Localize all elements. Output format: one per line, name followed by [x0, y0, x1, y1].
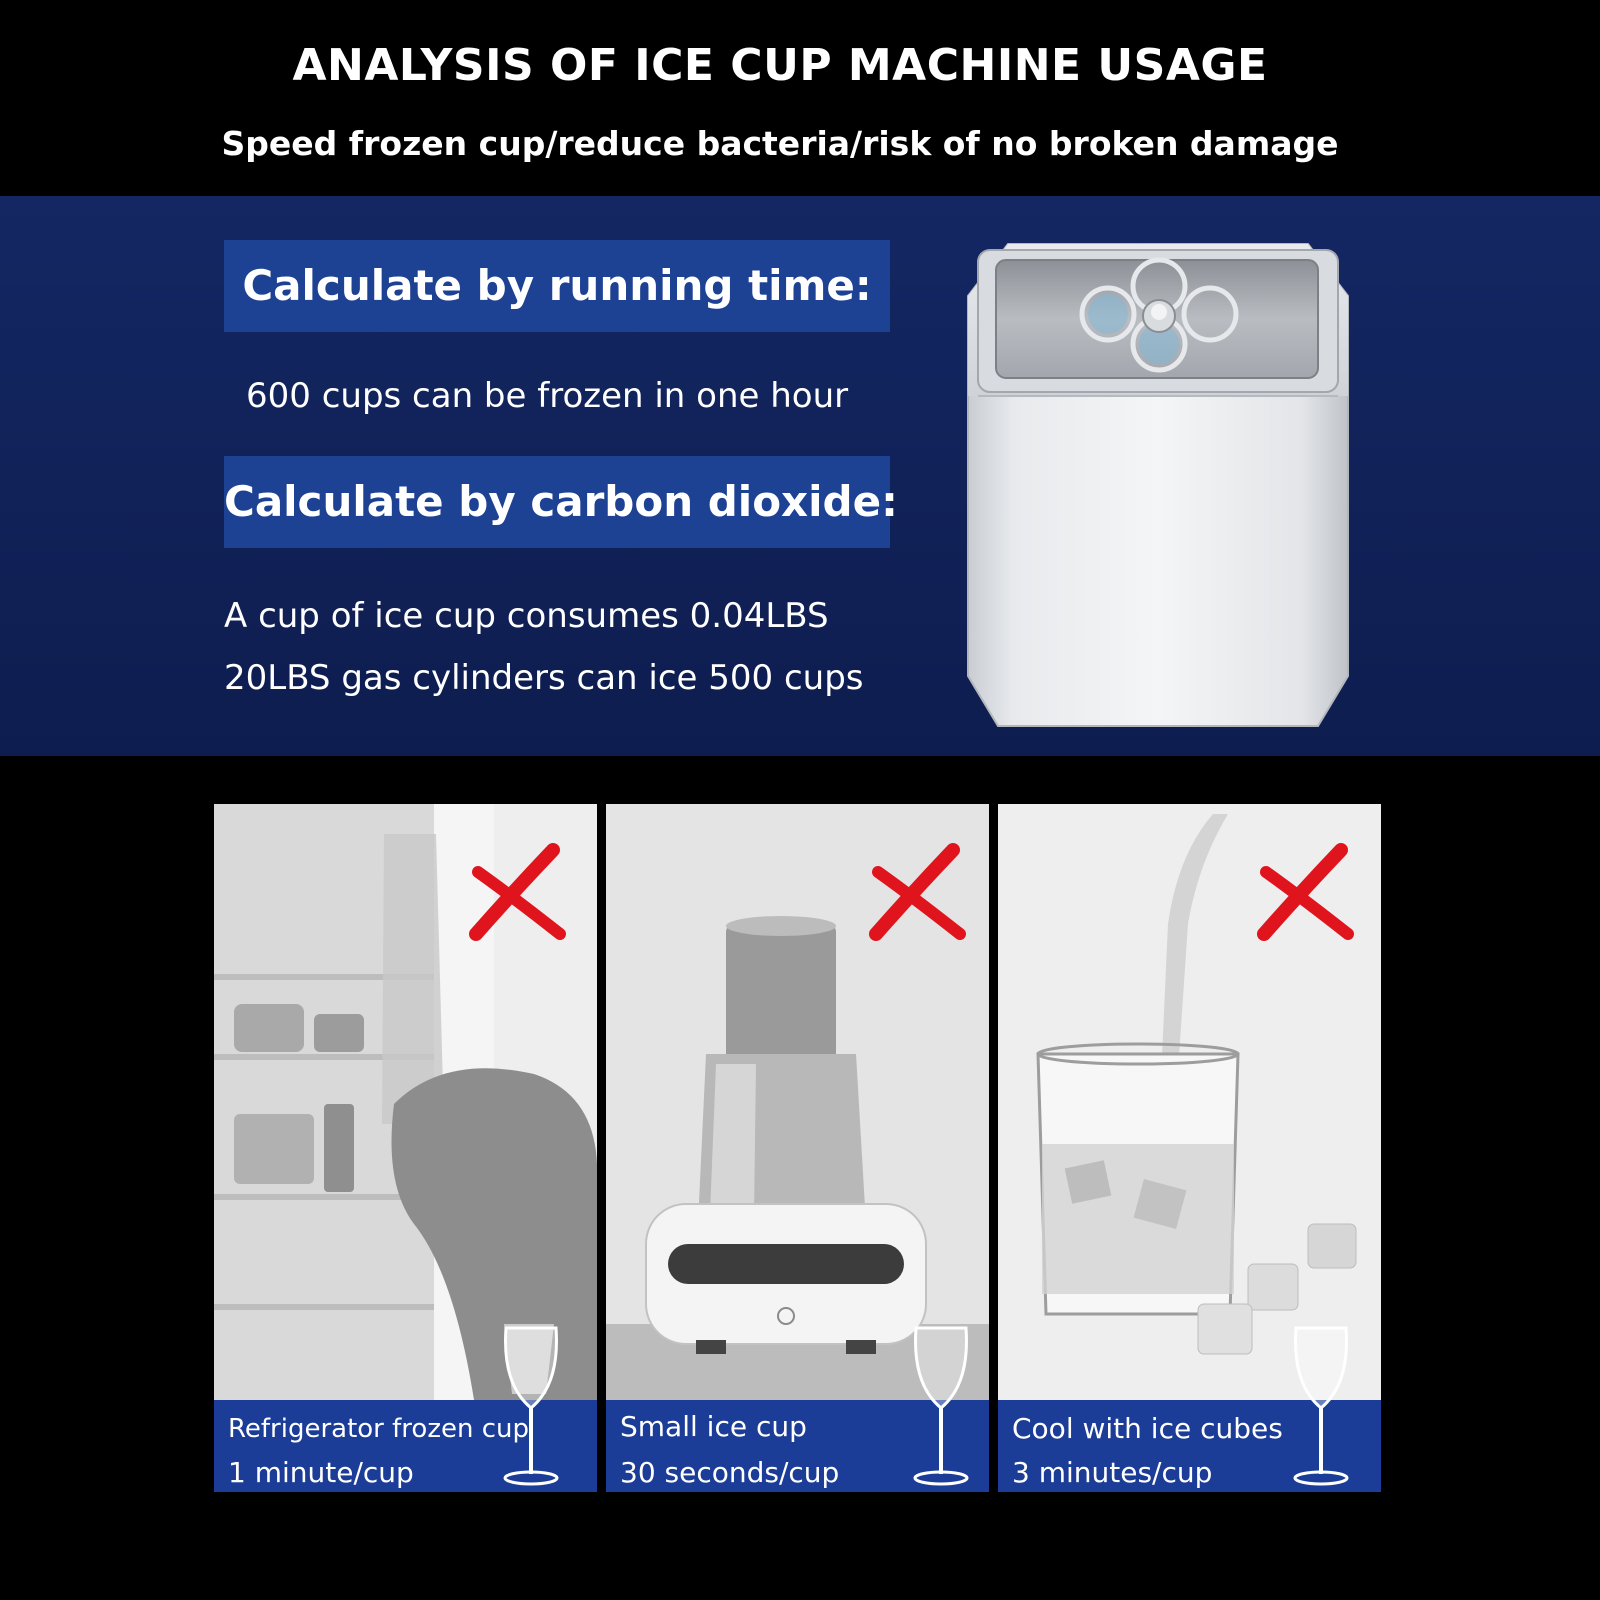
comparison-time: 1 minute/cup: [228, 1456, 414, 1489]
running-time-text: 600 cups can be frozen in one hour: [246, 376, 849, 416]
page-title: ANALYSIS OF ICE CUP MACHINE USAGE: [292, 40, 1268, 91]
comparison-title: Small ice cup: [620, 1410, 807, 1443]
comparison-time: 30 seconds/cup: [620, 1456, 840, 1489]
header: [0, 0, 1600, 196]
co2-line-1: A cup of ice cup consumes 0.04LBS: [224, 596, 829, 636]
wine-glass-icon: [496, 1324, 566, 1492]
running-time-heading: Calculate by running time:: [224, 240, 890, 332]
wine-glass-icon: [1286, 1324, 1356, 1492]
red-cross-icon: [468, 842, 568, 942]
comparison-card-ice-cubes: [998, 804, 1381, 1492]
red-cross-icon: [868, 842, 968, 942]
co2-heading: Calculate by carbon dioxide:: [224, 456, 890, 548]
ice-cup-machine-image: [948, 236, 1368, 730]
comparison-title: Cool with ice cubes: [1012, 1412, 1283, 1445]
comparison-card-refrigerator: [214, 804, 597, 1492]
comparison-card-small-ice-cup: [606, 804, 989, 1492]
co2-line-2: 20LBS gas cylinders can ice 500 cups: [224, 658, 864, 698]
wine-glass-icon: [906, 1324, 976, 1492]
comparison-time: 3 minutes/cup: [1012, 1456, 1213, 1489]
comparison-title: Refrigerator frozen cup: [228, 1414, 529, 1444]
red-cross-icon: [1256, 842, 1356, 942]
page-subtitle: Speed frozen cup/reduce bacteria/risk of no broken damage: [221, 124, 1339, 163]
